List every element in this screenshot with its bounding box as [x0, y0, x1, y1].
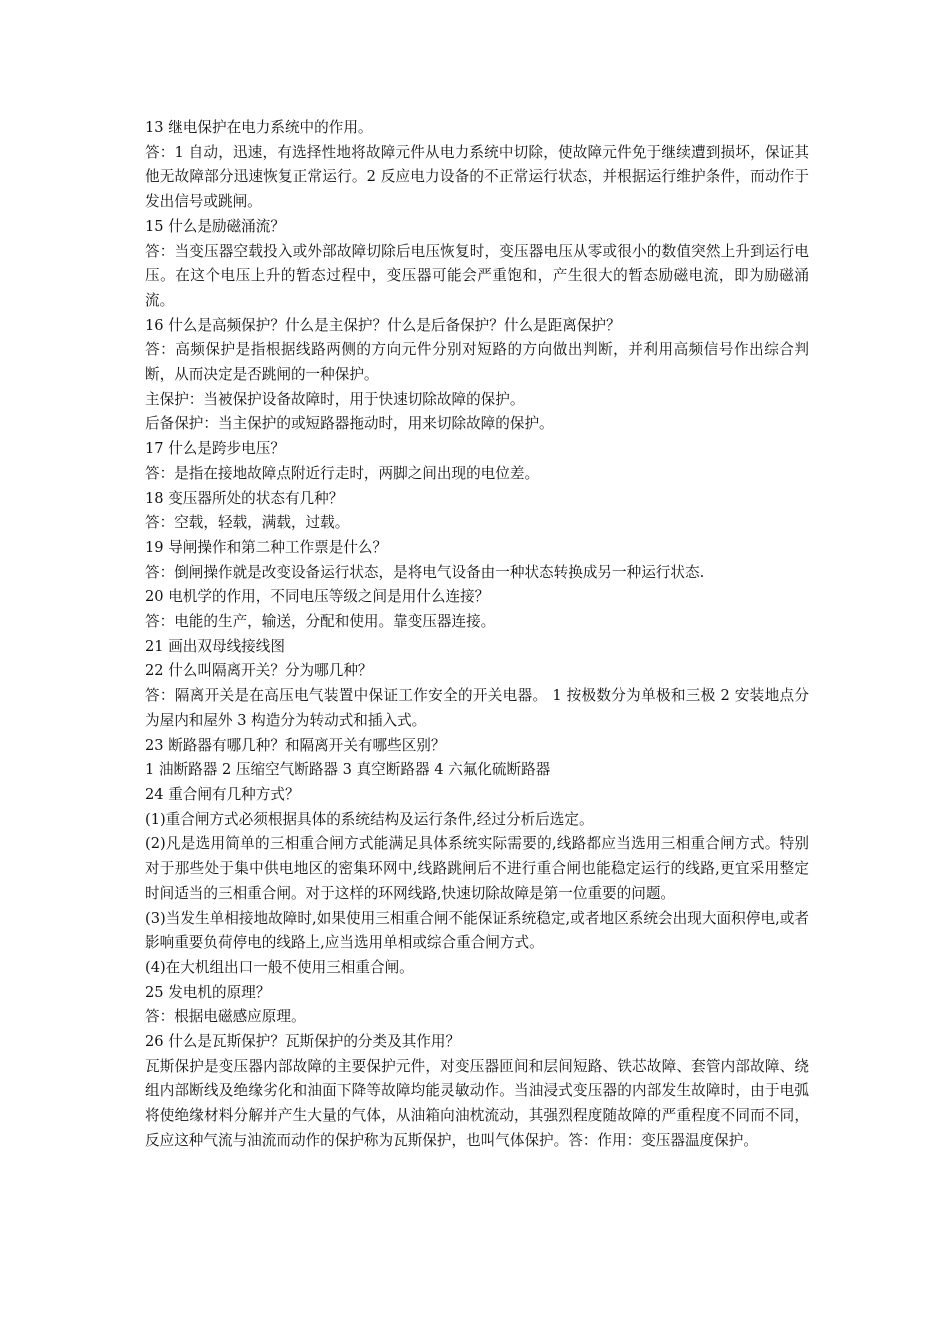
question-17: 17 什么是跨步电压？: [145, 440, 285, 458]
question-20: 20 电机学的作用，不同电压等级之间是用什么连接？: [145, 588, 490, 606]
question-13: 13 继电保护在电力系统中的作用。: [145, 119, 373, 136]
question-25: 25 发电机的原理？: [145, 983, 271, 1001]
question-23: 23 断路器有哪几种？和隔离开关有哪些区别？: [145, 736, 446, 754]
document-body: [145, 116, 809, 1154]
question-22: 22 什么叫隔离开关？分为哪几种？: [145, 662, 373, 680]
answer-15: 答：当变压器空载投入或外部故障切除后电压恢复时，变压器电压从零或很小的数值突然上升到运行电压。在这个电压上升的暂态过程中，变压器可能会严重饱和，产生很大的暂态励磁电流，即为励磁涌流。: [145, 242, 809, 309]
answer-19: 答：倒闸操作就是改变设备运行状态，是将电气设备由一种状态转换成另一种运行状态.: [145, 563, 705, 581]
answer-24-item-1: (1)重合闸方式必须根据具体的系统结构及运行条件,经过分析后选定。: [145, 810, 594, 828]
answer-22: 答：隔离开关是在高压电气装置中保证工作安全的开关电器。 1 按极数分为单极和三极 2 安装地点分为屋内和屋外 3 构造分为转动式和插入式。: [145, 687, 809, 729]
answer-26: 瓦斯保护是变压器内部故障的主要保护元件，对变压器匝间和层间短路、铁芯故障、套管内部故障、绕组内部断线及绝缘劣化和油面下降等故障均能灵敏动作。当油浸式变压器的内部发生故障时，由于电弧将使绝缘材料分解并产生大量的气体，从油箱向油枕流动，其强烈程度随故障的严重程度不同而不同，反应这种气流与油流而动作的保护称为瓦斯保护，也叫气体保护。答：作用：变压器温度保护。: [145, 1057, 809, 1149]
answer-13: 答：1 自动，迅速，有选择性地将故障元件从电力系统中切除，使故障元件免于继续遭到损坏，保证其他无故障部分迅速恢复正常运行。2 反应电力设备的不正常运行状态，并根据运行维护条件，而动作于发出信号或跳闸。: [145, 143, 809, 211]
answer-24-item-4: (4)在大机组出口一般不使用三相重合闸。: [145, 958, 414, 976]
answer-25: 答：根据电磁感应原理。: [145, 1008, 306, 1026]
answer-16-backup-protection: 后备保护：当主保护的或短路器拖动时，用来切除故障的保护。: [145, 415, 554, 433]
question-18: 18 变压器所处的状态有几种？: [145, 489, 344, 507]
answer-16-main-protection: 主保护：当被保护设备故障时，用于快速切除故障的保护。: [145, 390, 525, 408]
answer-17: 答：是指在接地故障点附近行走时，两脚之间出现的电位差。: [145, 464, 540, 482]
answer-20: 答：电能的生产，输送，分配和使用。靠变压器连接。: [145, 613, 496, 631]
answer-18: 答：空载，轻载，满载，过载。: [145, 514, 350, 532]
answer-16: 答：高频保护是指根据线路两侧的方向元件分别对短路的方向做出判断，并利用高频信号作出综合判断，从而决定是否跳闸的一种保护。: [145, 341, 809, 384]
question-19: 19 导闸操作和第二种工作票是什么？: [145, 538, 388, 556]
answer-23: 1 油断路器 2 压缩空气断路器 3 真空断路器 4 六氟化硫断路器: [145, 761, 551, 779]
answer-24-item-3: (3)当发生单相接地故障时,如果使用三相重合闸不能保证系统稳定,或者地区系统会出现大面积停电,或者影响重要负荷停电的线路上,应当选用单相或综合重合闸方式。: [145, 909, 809, 952]
question-24: 24 重合闸有几种方式？: [145, 785, 300, 803]
question-21: 21 画出双母线接线图: [145, 637, 285, 655]
question-16: 16 什么是高频保护？什么是主保护？什么是后备保护？什么是距离保护？: [145, 316, 621, 334]
question-15: 15 什么是励磁涌流？: [145, 217, 285, 235]
answer-24-item-2: (2)凡是选用简单的三相重合闸方式能满足具体系统实际需要的,线路都应当选用三相重合闸方式。特别对于那些处于集中供电地区的密集环网中,线路跳闸后不进行重合闸也能稳定运行的线路,更宜采用整定时间适当的三相重合闸。对于这样的环网线路,快速切除故障是第一位重要的问题。: [145, 835, 809, 902]
question-26: 26 什么是瓦斯保护？瓦斯保护的分类及其作用？: [145, 1033, 461, 1051]
